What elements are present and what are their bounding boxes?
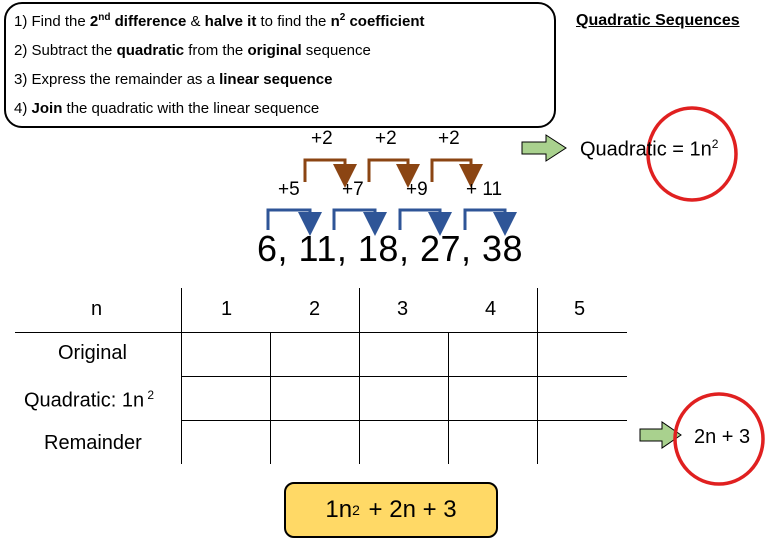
table-divider (181, 376, 627, 377)
green-arrow-quadratic (522, 135, 566, 161)
table-column-line (537, 288, 538, 464)
row-label-remainder: Remainder (44, 432, 142, 454)
step-2: 2) Subtract the quadratic from the original sequence (14, 42, 371, 59)
remainder-result: 2n + 3 (694, 426, 751, 448)
row-label-quadratic: Quadratic: 1n $^2$ (24, 388, 155, 412)
second-diff-2: +2 (375, 128, 397, 149)
table-column-line (359, 288, 360, 464)
first-diff-4: + 11 (466, 179, 503, 200)
first-diff-arrow-2 (334, 210, 375, 230)
step-4: 4) Join the quadratic with the linear sequence (14, 100, 320, 117)
n-value-1: 1 (221, 298, 233, 320)
table-column-line (181, 288, 182, 464)
n-value-4: 4 (485, 298, 497, 320)
step-1: 1) Find the 2nd difference & halve it to find the $n^2$ coefficient (14, 12, 425, 30)
table-column-line (270, 332, 271, 464)
row-label-original: Original (58, 342, 127, 364)
first-diff-arrow-3 (400, 210, 440, 230)
n-value-2: 2 (309, 298, 321, 320)
n-value-5: 5 (574, 298, 586, 320)
final-answer-box: 1n 2 + 2n + 3 (284, 482, 498, 538)
quadratic-result: Quadratic = $1n^2$ (580, 137, 719, 161)
first-diff-1: +5 (278, 179, 300, 200)
table-column-line (448, 332, 449, 464)
second-diff-arrow-1 (305, 160, 345, 182)
first-diff-3: +9 (406, 179, 428, 200)
second-diff-arrow-2 (369, 160, 408, 182)
step-3: 3) Express the remainder as a linear sequence (14, 71, 333, 88)
first-diff-arrow-4 (465, 210, 505, 230)
n-value-3: 3 (397, 298, 409, 320)
table-divider (181, 420, 627, 421)
page-title: Quadratic Sequences (576, 12, 740, 29)
sequence: 6, 11, 18, 27, 38 (257, 228, 524, 269)
first-diff-arrow-1 (268, 210, 310, 230)
table-divider (15, 332, 627, 333)
second-diff-1: +2 (311, 128, 333, 149)
table-header-n: n (91, 298, 103, 320)
first-diff-2: +7 (342, 179, 364, 200)
second-diff-3: +2 (438, 128, 460, 149)
